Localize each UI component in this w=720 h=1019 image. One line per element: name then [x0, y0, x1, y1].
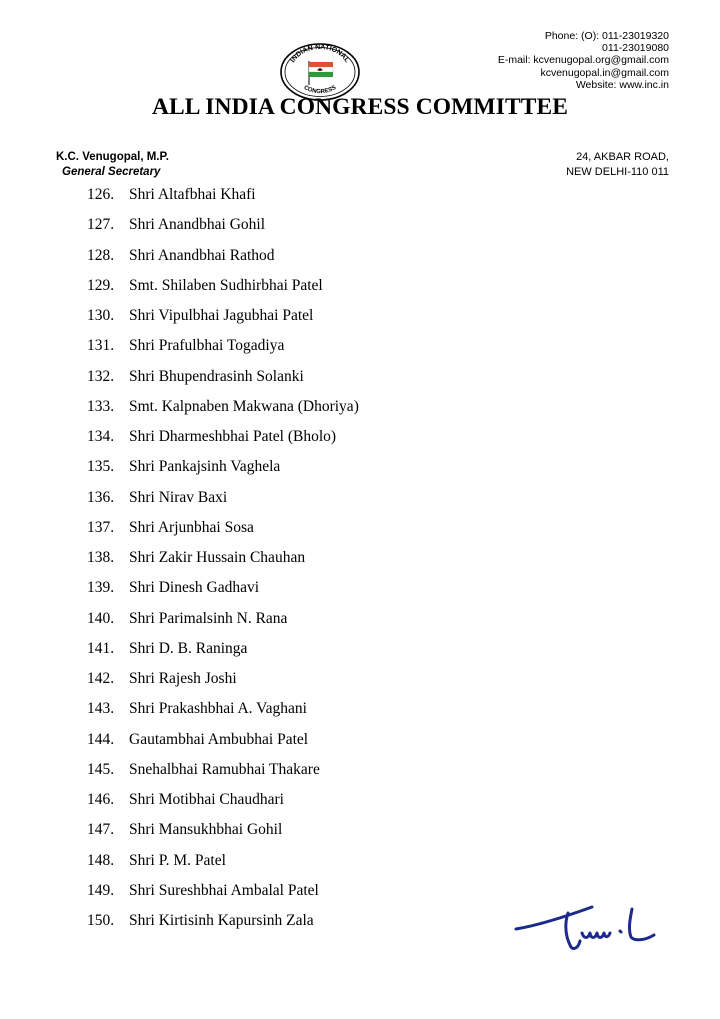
list-item-number: 140.: [87, 609, 115, 627]
list-item: [87, 487, 359, 517]
list-item-name: Shri Prafulbhai Togadiya: [129, 337, 285, 355]
list-item: [87, 759, 359, 789]
list-item-name: Shri Zakir Hussain Chauhan: [129, 549, 306, 566]
list-item-number: 131.: [87, 337, 115, 355]
list-item: [87, 396, 359, 426]
list-item-name: Shri Bhupendrasinh Solanki: [129, 367, 304, 385]
list-item-name: Shri Anandbhai Rathod: [129, 246, 275, 264]
list-item: [87, 638, 359, 668]
list-item-number: 141.: [87, 639, 115, 657]
list-item-name: Snehalbhai Ramubhai Thakare: [129, 760, 320, 778]
list-item: [87, 577, 359, 607]
list-item-number: 126.: [87, 186, 115, 203]
list-item-number: 137.: [87, 518, 115, 536]
contact-email-2: kcvenugopal.in@gmail.com: [540, 66, 669, 79]
list-item: [87, 245, 359, 275]
member-list: [87, 184, 359, 940]
svg-text:INDIAN NATIONAL: [289, 44, 350, 65]
list-item-name: Shri P. M. Patel: [129, 851, 226, 869]
list-item-number: 148.: [87, 851, 115, 869]
list-item: [87, 819, 359, 849]
list-item: [87, 335, 359, 365]
list-item-name: Smt. Shilaben Sudhirbhai Patel: [129, 276, 323, 294]
list-item-name: Shri Altafbhai Khafi: [129, 186, 256, 203]
list-item-name: Shri Nirav Baxi: [129, 488, 228, 506]
list-item: [87, 698, 359, 728]
logo-text-bottom: CONGRESS: [302, 84, 338, 96]
list-item: [87, 668, 359, 698]
list-item-number: 128.: [87, 246, 115, 264]
list-item-name: Shri Vipulbhai Jagubhai Patel: [129, 307, 314, 324]
list-item-number: 130.: [87, 307, 115, 324]
flag-icon: [309, 61, 333, 85]
list-item-number: 144.: [87, 730, 115, 748]
contact-email-1: E-mail: kcvenugopal.org@gmail.com: [497, 54, 669, 67]
list-item-name: Shri Prakashbhai A. Vaghani: [129, 700, 307, 718]
congress-logo-emblem: [279, 41, 361, 101]
list-item: [87, 184, 359, 214]
contact-phone-2: 011-23019080: [602, 42, 669, 55]
list-item-name: Smt. Kalpnaben Makwana (Dhoriya): [129, 397, 359, 415]
list-item: [87, 547, 359, 577]
list-item-name: Shri Dinesh Gadhavi: [129, 579, 260, 597]
sender-name: K.C. Venugopal, M.P.: [56, 151, 169, 163]
letterhead-contact: [498, 30, 669, 91]
contact-phone-1: Phone: (O): 011-23019320: [544, 30, 669, 42]
list-item-name: Shri Rajesh Joshi: [129, 670, 237, 687]
list-item: [87, 608, 359, 638]
list-item-number: 138.: [87, 549, 115, 566]
list-item-name: Shri Mansukhbhai Gohil: [129, 821, 283, 839]
list-item-name: Shri Parimalsinh N. Rana: [129, 609, 288, 627]
list-item-number: 139.: [87, 579, 115, 597]
list-item-number: 135.: [87, 458, 115, 476]
list-item-number: 133.: [87, 397, 115, 415]
list-item: [87, 880, 359, 910]
list-item: [87, 456, 359, 486]
list-item-number: 136.: [87, 488, 115, 506]
list-item-name: Shri Pankajsinh Vaghela: [129, 458, 281, 476]
committee-title: ALL INDIA CONGRESS COMMITTEE: [151, 94, 569, 120]
list-item: [87, 305, 359, 335]
list-item-number: 143.: [87, 700, 115, 718]
list-item: [87, 426, 359, 456]
list-item-name: Shri Dharmeshbhai Patel (Bholo): [129, 428, 337, 445]
list-item: [87, 850, 359, 880]
logo-text-top: INDIAN NATIONAL: [289, 43, 351, 64]
list-item: [87, 517, 359, 547]
list-item: [87, 729, 359, 759]
list-item: [87, 789, 359, 819]
sender-role: General Secretary: [62, 166, 161, 178]
list-item-number: 132.: [87, 367, 115, 385]
list-item-number: 134.: [87, 428, 115, 445]
list-item-number: 147.: [87, 821, 115, 839]
list-item-number: 129.: [87, 276, 115, 294]
sender-block: [56, 150, 169, 180]
list-item-name: Shri Arjunbhai Sosa: [129, 518, 254, 536]
list-item-number: 142.: [87, 670, 115, 687]
list-item: [87, 214, 359, 244]
list-item-number: 146.: [87, 791, 115, 808]
list-item-name: Shri Motibhai Chaudhari: [129, 791, 284, 808]
list-item-name: Shri Kirtisinh Kapursinh Zala: [129, 912, 314, 929]
list-item-name: Gautambhai Ambubhai Patel: [129, 730, 309, 748]
address-line-1: 24, AKBAR ROAD,: [576, 151, 669, 163]
list-item-number: 145.: [87, 760, 115, 778]
address-block: [566, 150, 669, 180]
list-item-name: Shri Anandbhai Gohil: [129, 216, 266, 234]
list-item-name: Shri D. B. Raninga: [129, 639, 248, 657]
list-item: [87, 366, 359, 396]
list-item-name: Shri Sureshbhai Ambalal Patel: [129, 881, 319, 899]
list-item: [87, 910, 359, 940]
list-item: [87, 275, 359, 305]
contact-website: Website: www.inc.in: [575, 78, 669, 91]
list-item-number: 149.: [87, 881, 115, 899]
address-line-2: NEW DELHI-110 011: [566, 166, 669, 178]
signature-image: [510, 895, 670, 955]
list-item-number: 150.: [87, 912, 115, 929]
list-item-number: 127.: [87, 216, 115, 234]
